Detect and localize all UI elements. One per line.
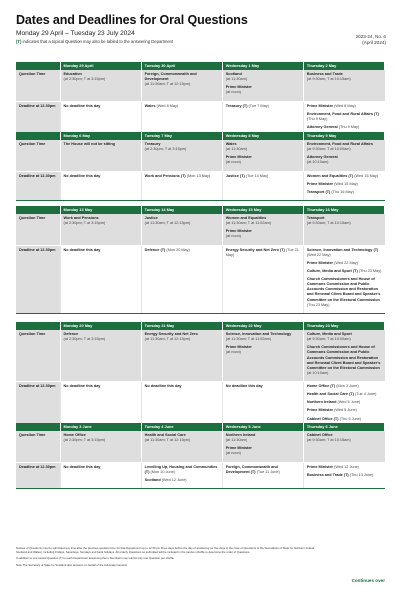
deadline-department: Prime Minister: [306, 464, 334, 469]
department-entry: [226, 446, 300, 456]
department-entry: [226, 332, 300, 342]
question-time: (at 11:30am; T at 12:15pm): [144, 438, 191, 443]
deadline-department: Treasury (T): [225, 103, 248, 108]
deadline-row: [16, 382, 385, 428]
department-entry: [307, 72, 382, 82]
deadline-department: Work and Pensions (T): [144, 173, 186, 178]
deadline-entry: [307, 408, 382, 413]
question-time-cell: [141, 140, 222, 171]
question-time: (at 10:10am): [306, 160, 329, 165]
deadline-department: Women and Equalities (T): [306, 173, 354, 178]
department-name: Education: [63, 72, 82, 76]
question-time-cell: [222, 214, 303, 245]
footnote: Note The Secretary of State for Scotland also answers on behalf of the Advocate General.: [16, 562, 128, 567]
deadline-date: (Thu 9 May): [306, 116, 328, 121]
deadline-cell: [222, 101, 303, 136]
deadline-department: Foreign, Commonwealth and Development (T): [225, 464, 278, 474]
deadline-department: Transport (T): [306, 189, 331, 194]
department-entry: [226, 142, 300, 152]
deadline-date: (Wed 5 June): [334, 408, 357, 413]
department-name: Scotland: [225, 72, 242, 76]
department-name: Science, Innovation and Technology: [225, 332, 292, 336]
deadline-date: (Thu 23 May): [306, 302, 330, 307]
question-time: (at 2:30pm; T at 3:15pm): [144, 147, 187, 152]
day-header: Thursday 9 May: [303, 132, 384, 140]
row-label-question-time: Question Time: [16, 431, 60, 462]
day-header: Tuesday 4 June: [141, 423, 222, 431]
day-header: Tuesday 7 May: [141, 132, 222, 140]
department-name: Culture, Media and Sport: [306, 332, 352, 336]
deadline-entry: [226, 384, 300, 389]
deadline-entry: [307, 112, 382, 122]
department-name: Prime Minister: [225, 155, 252, 160]
question-time: (at noon): [225, 350, 241, 355]
row-label-deadline: Deadline at 12.30pm: [16, 382, 60, 428]
department-entry: [145, 72, 219, 87]
deadline-row: [16, 101, 385, 136]
question-time-cell: [303, 431, 384, 462]
deadline-date: (Tue 11 June): [256, 469, 280, 474]
question-time-cell: [60, 431, 141, 462]
deadline-entry: [307, 384, 382, 389]
question-time-cell: [141, 214, 222, 245]
topical-marker: (T): [16, 39, 22, 44]
department-name: Work and Pensions: [63, 216, 99, 220]
department-entry: [64, 72, 138, 82]
deadline-cell: [303, 171, 384, 200]
deadline-entry: [307, 277, 382, 308]
deadline-date: (Wed 15 May): [334, 181, 358, 186]
week-table: [16, 423, 385, 489]
deadline-department: Prime Minister: [306, 181, 334, 186]
deadline-cell: [141, 101, 222, 136]
deadline-entry: [307, 104, 382, 109]
deadline-department: Prime Minister: [306, 103, 334, 108]
day-header: Thursday 2 May: [303, 62, 384, 70]
department-name: Wales: [225, 142, 237, 146]
question-time: (at noon): [225, 90, 241, 95]
deadline-department: Environment, Food and Rural Affairs (T): [306, 111, 379, 116]
department-name: Health and Social Care: [144, 433, 186, 437]
question-time-cell: [60, 70, 141, 101]
day-header: Tuesday 30 April: [141, 62, 222, 70]
deadline-entry: [226, 104, 300, 109]
deadline-department: Scotland: [144, 477, 161, 482]
question-time-cell: [60, 140, 141, 171]
deadline-date: (Wed 5 June): [337, 400, 361, 405]
deadline-entry: [145, 465, 219, 475]
question-time-cell: [60, 330, 141, 382]
deadline-department: Prime Minister: [306, 260, 334, 265]
department-name: Transport: [306, 216, 325, 220]
deadline-department: Health and Social Care (T): [306, 392, 354, 397]
department-entry: [145, 216, 219, 226]
deadline-entry: [226, 465, 300, 475]
header-blank: [16, 132, 60, 140]
deadline-department: Levelling Up, Housing and Communities (T): [144, 464, 218, 474]
department-entry: [64, 216, 138, 226]
department-name: Environment, Food and Rural Affairs: [306, 142, 373, 146]
deadline-department: No deadline this day: [63, 384, 101, 388]
deadline-entry: [145, 104, 219, 109]
deadline-entry: [307, 269, 382, 274]
row-label-deadline: Deadline at 12.30pm: [16, 101, 60, 136]
deadline-entry: [145, 384, 219, 389]
question-time: (at 11:30am; T at 12:15pm): [144, 221, 191, 226]
footnotes: [16, 547, 316, 570]
deadline-entry: [307, 125, 382, 130]
footnote: In addition to one topical Question (T) to each Department answering them, Members may submit only one Question per shuffle.: [16, 556, 175, 561]
deadline-entry: [226, 248, 300, 258]
header-blank: [16, 423, 60, 431]
deadline-department: Science, Innovation and Technology (T): [306, 247, 379, 252]
header-blank: [16, 62, 60, 70]
question-time-row: [16, 70, 385, 101]
question-time: (at 11:30am): [225, 147, 247, 152]
week-header-row: [16, 322, 385, 330]
row-label-deadline: Deadline at 12.30pm: [16, 171, 60, 200]
deadline-entry: [307, 261, 382, 266]
deadline-date: (Thu 23 May): [358, 268, 382, 273]
deadline-date: (Wed 8 May): [334, 103, 356, 108]
week-table: [16, 62, 385, 136]
department-name: Prime Minister: [225, 446, 252, 451]
department-name: Prime Minister: [225, 345, 252, 350]
day-header: Wednesday 22 May: [222, 322, 303, 330]
deadline-cell: [222, 462, 303, 488]
department-entry: [226, 433, 300, 443]
question-time-cell: [141, 330, 222, 382]
question-time-row: [16, 330, 385, 382]
question-time: (at 2:30pm; T at 3:15pm): [63, 77, 106, 82]
question-time: (at 2:30pm; T at 3:15pm): [63, 221, 106, 226]
deadline-entry: [307, 182, 382, 187]
deadline-date: (Tue 4 June): [355, 392, 377, 397]
day-header: Thursday 6 June: [303, 423, 384, 431]
deadline-date: (Thu 16 May): [331, 189, 354, 194]
department-entry: [64, 433, 138, 443]
deadline-date: (Mon 13 May): [186, 173, 211, 178]
question-time: (at 2:30pm; T at 3:15pm): [63, 438, 106, 443]
row-label-question-time: Question Time: [16, 214, 60, 245]
question-time: (at 9:30am; T at 10:15am): [306, 438, 351, 443]
topical-note-text: indicates that a topical Question may also be tabled to the answering Department: [22, 39, 174, 44]
deadline-cell: [60, 101, 141, 136]
department-name: Prime Minister: [225, 85, 252, 90]
deadline-date: (Tue 21 May): [225, 247, 299, 257]
department-name: Women and Equalities: [225, 216, 267, 220]
deadline-cell: [222, 245, 303, 313]
department-entry: [145, 332, 219, 342]
question-time: (at 2:30pm; T at 3:15pm): [63, 337, 106, 342]
day-header: Monday 6 May: [60, 132, 141, 140]
week-table: [16, 322, 385, 428]
question-time: (at 11:30am): [225, 438, 247, 443]
deadline-entry: [307, 190, 382, 195]
question-time-cell: [303, 70, 384, 101]
week-header-row: [16, 62, 385, 70]
day-header: Wednesday 1 May: [222, 62, 303, 70]
topical-note: [16, 39, 386, 44]
question-time-row: [16, 431, 385, 462]
day-header: Monday 3 June: [60, 423, 141, 431]
deadline-cell: [60, 382, 141, 428]
question-time-cell: [141, 431, 222, 462]
question-time-cell: [60, 214, 141, 245]
deadline-department: Wales: [144, 103, 156, 108]
question-time-cell: [303, 140, 384, 171]
deadline-entry: [145, 248, 219, 253]
deadline-cell: [303, 245, 384, 313]
deadline-department: No deadline this day: [63, 247, 101, 252]
question-time: (at 11:30am): [225, 77, 247, 82]
footnote: Notices of Questions may be submitted any time after the previous question time for that Department up to 12.30 pm three days before the day of answering (or five days in the case of Questions to the Secretaries of State for Northern Ireland, Scotland and Wales), including Fridays, Saturdays, Sundays and bank holidays. All orderly Questions so submitted will be included in the random shuffle to determine the order of Questions.: [16, 546, 315, 554]
department-name: Treasury: [144, 142, 161, 146]
day-header: Wednesday 15 May: [222, 206, 303, 214]
deadline-department: Defence (T): [144, 247, 166, 252]
question-time: (at noon): [225, 234, 241, 239]
deadline-department: Prime Minister: [306, 408, 334, 413]
question-time-cell: [303, 214, 384, 245]
row-label-question-time: Question Time: [16, 70, 60, 101]
deadline-entry: [145, 478, 219, 483]
deadline-date: (Tue 14 May): [245, 173, 269, 178]
deadline-department: No deadline this day: [144, 384, 182, 388]
deadline-cell: [60, 171, 141, 200]
deadline-cell: [141, 245, 222, 313]
deadline-cell: [141, 462, 222, 488]
question-time: (at 9:30am; T at 10:15am): [306, 221, 351, 226]
deadline-entry: [307, 392, 382, 397]
department-name: Northern Ireland: [225, 433, 256, 437]
question-time-cell: [222, 70, 303, 101]
deadline-entry: [307, 417, 382, 422]
department-name: The House will not be sitting: [63, 142, 115, 146]
week-header-row: [16, 423, 385, 431]
question-time: (at 11:30am; T at 11:52am): [225, 221, 272, 226]
department-name: Defence: [63, 332, 79, 336]
deadline-department: No deadline this day: [225, 384, 263, 388]
deadline-entry: [226, 174, 300, 179]
deadline-cell: [222, 382, 303, 428]
question-time-cell: [141, 70, 222, 101]
question-time: (at 11:30am; T at 12:15pm): [144, 82, 191, 87]
deadline-department: Business and Trade (T): [306, 472, 349, 477]
day-header: Monday 20 May: [60, 322, 141, 330]
department-name: Prime Minister: [225, 229, 252, 234]
day-header: Thursday 16 May: [303, 206, 384, 214]
question-time: (at 9:30am; T at 10:00am): [306, 147, 351, 152]
question-time-row: [16, 214, 385, 245]
page-header: [16, 13, 386, 44]
department-name: Church Commissioners and House of Commons Commission and Public Accounts Commission and Restoration and Renewal Client Board and Speaker's Committee on the Electoral Commission: [306, 345, 381, 370]
deadline-row: [16, 171, 385, 200]
department-entry: [226, 155, 300, 165]
question-time-cell: [222, 140, 303, 171]
deadline-date: (Thu 6 June): [339, 416, 362, 421]
week-table: [16, 132, 385, 201]
deadline-department: Justice (T): [225, 173, 245, 178]
deadline-department: No deadline this day: [63, 173, 101, 178]
day-header: Monday 13 May: [60, 206, 141, 214]
department-name: Foreign, Commonwealth and Development: [144, 72, 197, 82]
deadline-date: (Wed 15 May): [354, 173, 379, 178]
department-name: Home Office: [63, 433, 86, 437]
deadline-date: (Mon 10 June): [150, 469, 176, 474]
week-table: [16, 206, 385, 314]
deadline-entry: [307, 473, 382, 478]
deadline-department: Culture, Media and Sport (T): [306, 268, 358, 273]
deadline-cell: [303, 382, 384, 428]
question-time-cell: [222, 431, 303, 462]
department-name: Energy Security and Net Zero: [144, 332, 198, 336]
department-entry: [145, 142, 219, 152]
question-time: (at noon): [225, 160, 241, 165]
deadline-department: Northern Ireland: [306, 400, 337, 405]
department-entry: [226, 229, 300, 239]
deadline-cell: [303, 462, 384, 488]
department-entry: [307, 433, 382, 443]
deadline-row: [16, 462, 385, 488]
deadline-entry: [64, 465, 138, 470]
deadline-date: (Wed 22 May): [306, 252, 331, 257]
department-entry: [64, 332, 138, 342]
question-time-row: [16, 140, 385, 171]
deadline-entry: [64, 174, 138, 179]
deadline-date: (Wed 8 May): [156, 103, 179, 108]
deadline-date: (Wed 12 June): [161, 477, 187, 482]
deadline-date: (Tue 7 May): [248, 103, 269, 108]
deadline-entry: [64, 248, 138, 253]
department-name: Cabinet Office: [306, 433, 333, 437]
issue-date: (April 2024): [362, 40, 386, 46]
deadline-cell: [141, 382, 222, 428]
issue-info: [356, 34, 386, 46]
deadline-department: No deadline this day: [63, 464, 101, 469]
deadline-cell: [60, 245, 141, 313]
row-label-deadline: Deadline at 12.30pm: [16, 462, 60, 488]
deadline-row: [16, 245, 385, 313]
question-time: (at 9:30am; T at 10:00am): [306, 337, 351, 342]
deadline-date: (Mon 3 June): [336, 384, 359, 388]
deadline-entry: [64, 384, 138, 389]
question-time-cell: [222, 330, 303, 382]
week-header-row: [16, 132, 385, 140]
deadline-date: (Mon 20 May): [166, 247, 190, 252]
deadline-department: Home Office (T): [306, 384, 336, 388]
deadline-cell: [60, 462, 141, 488]
question-time: (at 10:10am): [306, 370, 329, 375]
deadline-cell: [222, 171, 303, 200]
deadline-entry: [307, 465, 382, 470]
deadline-entry: [307, 174, 382, 179]
continues-over: Continues over: [351, 578, 385, 583]
department-entry: [226, 85, 300, 95]
deadline-department: Energy Security and Net Zero (T): [225, 247, 285, 252]
question-time: (at 9:30am; T at 10:15am): [306, 77, 351, 82]
date-range: Monday 29 April – Tuesday 23 July 2024: [16, 30, 135, 37]
department-entry: [307, 332, 382, 342]
department-name: Attorney General: [306, 155, 338, 160]
day-header: Tuesday 21 May: [141, 322, 222, 330]
department-entry: [226, 216, 300, 226]
header-blank: [16, 322, 60, 330]
deadline-date: (Wed 22 May): [334, 260, 358, 265]
deadline-department: Attorney General: [306, 124, 338, 129]
department-entry: [307, 345, 382, 376]
row-label-deadline: Deadline at 12.30pm: [16, 245, 60, 313]
question-time: (at 11:30am; T at 11:52am): [225, 337, 272, 342]
row-label-question-time: Question Time: [16, 330, 60, 382]
department-entry: [64, 142, 138, 147]
department-name: Justice: [144, 216, 158, 220]
deadline-cell: [303, 101, 384, 136]
page-title: Dates and Deadlines for Oral Questions: [16, 13, 248, 27]
day-header: Thursday 23 May: [303, 322, 384, 330]
deadline-date: (Thu 13 June): [349, 472, 374, 477]
department-entry: [307, 142, 382, 152]
department-entry: [226, 345, 300, 355]
deadline-entry: [64, 104, 138, 109]
deadline-department: No deadline this day: [63, 103, 101, 108]
department-entry: [307, 155, 382, 165]
question-time-cell: [303, 330, 384, 382]
row-label-question-time: Question Time: [16, 140, 60, 171]
deadline-entry: [145, 174, 219, 179]
header-blank: [16, 206, 60, 214]
day-header: Tuesday 14 May: [141, 206, 222, 214]
deadline-date: (Thu 9 May): [338, 124, 360, 129]
department-entry: [145, 433, 219, 443]
department-entry: [226, 72, 300, 82]
deadline-entry: [307, 248, 382, 258]
department-name: Business and Trade: [306, 72, 343, 76]
question-time: (at noon): [225, 451, 241, 456]
week-header-row: [16, 206, 385, 214]
question-time: (at 11:30am; T at 12:15pm): [144, 337, 191, 342]
department-entry: [307, 216, 382, 226]
deadline-department: Cabinet Office (T): [306, 416, 339, 421]
day-header: Monday 29 April: [60, 62, 141, 70]
deadline-date: (Wed 12 June): [334, 464, 359, 469]
day-header: Wednesday 5 June: [222, 423, 303, 431]
issue-number: 2023-24, No. 6: [355, 34, 386, 39]
day-header: Wednesday 8 May: [222, 132, 303, 140]
deadline-cell: [141, 171, 222, 200]
deadline-entry: [307, 400, 382, 405]
deadline-department: Church Commissioners and House of Commons Commission and Public Accounts Commission and Restoration and Renewal Client Board and Speaker's Committee on the Electoral Commission: [306, 277, 381, 302]
